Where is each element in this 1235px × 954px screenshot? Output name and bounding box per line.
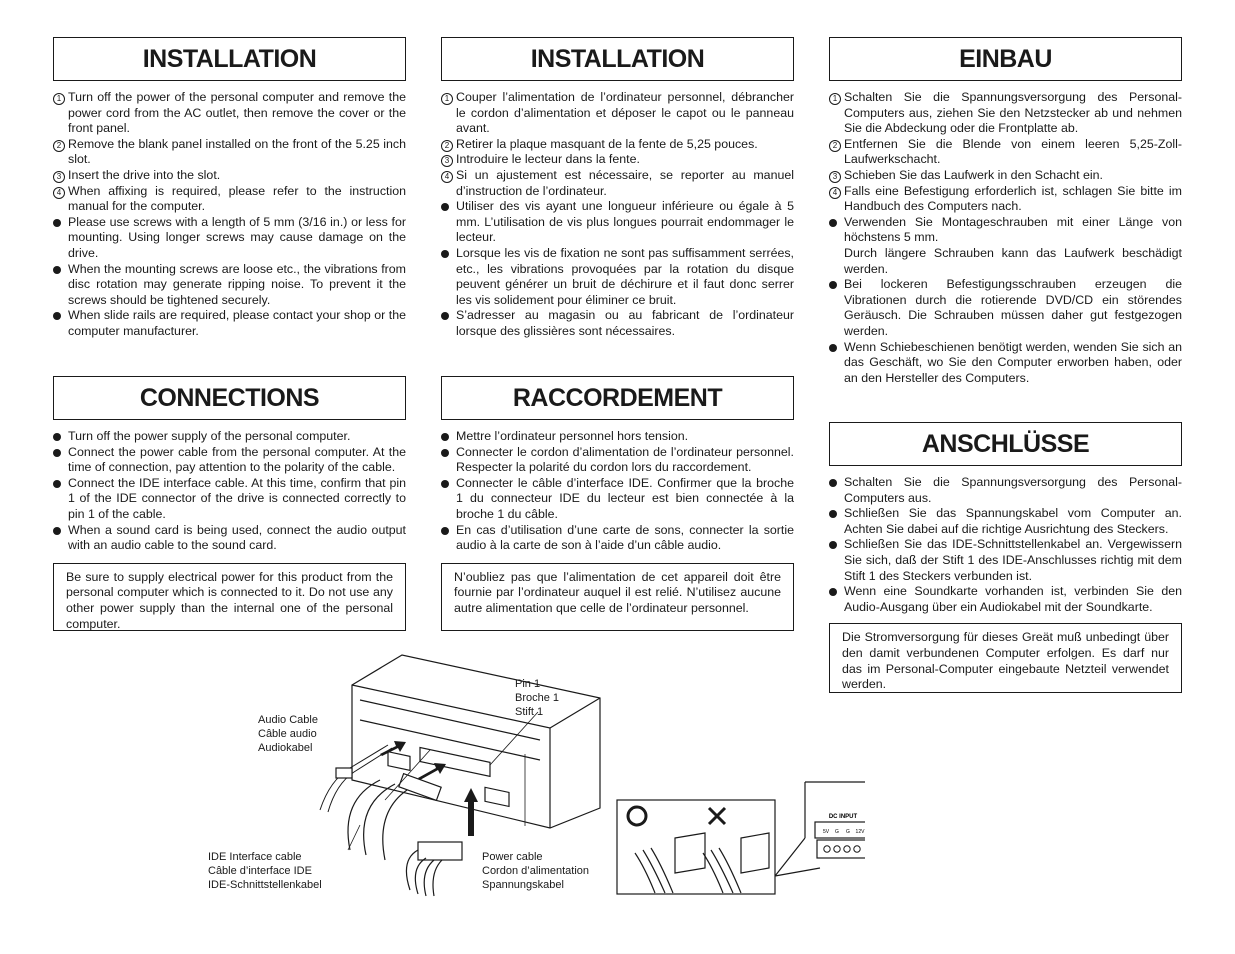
list-item (53, 476, 406, 523)
list-item-text: Introduire le lecteur dans la fente. (456, 152, 640, 167)
heading-installation-fr: INSTALLATION (441, 37, 794, 81)
bullet-dot-icon (53, 219, 61, 227)
bullet-icon (53, 215, 67, 232)
list-item (441, 168, 794, 199)
dc-pin-label-1: 5V (822, 829, 830, 835)
bullet-dot-icon (53, 449, 61, 457)
bullet-icon (441, 308, 455, 325)
step-number: 3 (53, 171, 65, 183)
list-item-text: Schließen Sie das IDE-Schnittstellenkabel an. Vergewissern Sie sich, daß der Stift 1 des IDE-Anschlusses richtig mit dem Stift 1 des Steckers verbunden ist. (844, 537, 1182, 583)
bullet-icon (441, 523, 455, 540)
list-item-text: Couper l’alimentation de l’ordinateur personnel, débrancher le cordon d’alimentation et déposer le capot ou le panneau avant. (456, 90, 794, 136)
list-item (441, 137, 794, 153)
list-item-text: Connecter le cordon d’alimentation de l’ordinateur personnel. Respecter la polarité du cordon lors du raccordement. (456, 444, 794, 475)
list-item (441, 308, 794, 339)
list-item-text: Connect the power cable from the personal computer. At the time of connection, pay attention to the polarity of the cable. (68, 444, 406, 475)
step-number: 4 (53, 187, 65, 199)
step-number-icon (829, 168, 843, 184)
list-item-text: Turn off the power supply of the personal computer. (68, 429, 351, 443)
install-list-fr (441, 90, 794, 340)
bullet-icon (53, 429, 67, 446)
column-french (441, 37, 794, 340)
step-number: 1 (441, 93, 453, 105)
step-number: 1 (53, 93, 65, 105)
bullet-dot-icon (829, 588, 837, 596)
list-item-text: Mettre l’ordinateur personnel hors tension. (456, 429, 689, 443)
step-number: 2 (829, 140, 841, 152)
bullet-dot-icon (53, 527, 61, 535)
list-item (829, 537, 1182, 584)
list-item-text: Wenn Schiebeschienen benötigt werden, wenden Sie sich an das Geschäft, wo Sie den Computer erworben haben, oder an den Hersteller des Computers. (844, 339, 1182, 385)
list-item-text: Schalten Sie die Spannungsversorgung des Personal-Computers aus. (844, 475, 1182, 505)
step-number-icon (829, 184, 843, 200)
list-item (53, 429, 406, 445)
list-item (441, 199, 794, 246)
list-item (829, 277, 1182, 339)
list-item-text: When the mounting screws are loose etc., the vibrations from disc rotation may generate ripping noise. To prevent it the screws should be tightened securely. (68, 261, 406, 307)
bullet-icon (441, 429, 455, 446)
list-item-text: Falls eine Befestigung erforderlich ist, schlagen Sie bitte im Handbuch des Computers nach. (844, 183, 1182, 214)
label-pin1: Pin 1 Broche 1 Stift 1 (515, 678, 560, 718)
list-item-text: When a sound card is being used, connect the audio output with an audio cable to the sound card. (68, 522, 406, 553)
column-german-connections (829, 422, 1182, 693)
list-item (441, 476, 794, 523)
label-power-cable: Power cable Cordon d’alimentation Spannungskabel (482, 851, 590, 891)
list-item-text: When slide rails are required, please contact your shop or the computer manufacturer. (68, 308, 406, 338)
connections-list-de (829, 475, 1182, 615)
bullet-icon (829, 277, 843, 294)
connections-list-en (53, 429, 406, 554)
list-item-text: Connecter le câble d’interface IDE. Confirmer que la broche 1 du connecteur IDE du lecteur est bien connectée à la broche 1 du câble. (456, 475, 794, 521)
list-item-text: Connect the IDE interface cable. At this time, confirm that pin 1 of the IDE connector of the drive is connected correctly to pin 1 of the cable. (68, 475, 406, 521)
bullet-dot-icon (53, 312, 61, 320)
dc-pin-label-3: G (846, 829, 850, 835)
bullet-dot-icon (829, 219, 837, 227)
bullet-dot-icon (829, 510, 837, 518)
install-list-en (53, 90, 406, 340)
list-item-text: Lorsque les vis de fixation ne sont pas suffisamment serrées, etc., les vibrations provoquées par la rotation du disque peuvent générer un bruit de déchirure et il faut donc serrer les vis solidement pour éliminer ce bruit. (456, 245, 794, 307)
bullet-icon (441, 476, 455, 493)
column-german (829, 37, 1182, 386)
list-item (441, 246, 794, 308)
list-item-text: Retirer la plaque masquant de la fente de 5,25 pouces. (456, 136, 758, 151)
list-item (829, 184, 1182, 215)
list-item (829, 340, 1182, 387)
step-number-icon (829, 90, 843, 106)
bullet-dot-icon (441, 527, 449, 535)
dc-pin-label-4: 12V (855, 829, 865, 835)
list-item (53, 90, 406, 137)
list-item (829, 215, 1182, 277)
step-number-icon (441, 137, 455, 153)
list-item (53, 168, 406, 184)
list-item (53, 215, 406, 262)
list-item (441, 90, 794, 137)
list-item (441, 445, 794, 476)
list-item-text: Utiliser des vis ayant une longueur inférieure ou égale à 5 mm. L’utilisation de vis plus longues pourrait endommager le lecteur. (456, 199, 794, 245)
bullet-dot-icon (829, 344, 837, 352)
bullet-dot-icon (441, 250, 449, 258)
column-english-connections (53, 376, 406, 631)
list-item (829, 506, 1182, 537)
bullet-icon (441, 199, 455, 216)
step-number: 4 (441, 171, 453, 183)
bullet-dot-icon (829, 281, 837, 289)
list-item (53, 184, 406, 215)
bullet-dot-icon (53, 480, 61, 488)
bullet-dot-icon (829, 541, 837, 549)
bullet-dot-icon (441, 480, 449, 488)
list-item (53, 137, 406, 168)
column-french-connections (441, 376, 794, 631)
install-list-de (829, 90, 1182, 386)
heading-installation-de: EINBAU (829, 37, 1182, 81)
step-number-icon (829, 137, 843, 153)
list-item (829, 584, 1182, 615)
list-item-text: Entfernen Sie die Blende von einem leeren 5,25-Zoll-Laufwerkschacht. (844, 136, 1182, 167)
bullet-dot-icon (441, 449, 449, 457)
list-item-text: Schließen Sie das Spannungskabel vom Computer an. Achten Sie dabei auf die richtige Ausrichtung des Steckers. (844, 506, 1182, 536)
list-item (829, 475, 1182, 506)
step-number-icon (53, 168, 67, 184)
step-number-icon (53, 90, 67, 106)
bullet-icon (441, 445, 455, 462)
bullet-dot-icon (441, 203, 449, 211)
step-number-icon (441, 152, 455, 168)
list-item-text: S’adresser au magasin ou au fabricant de l’ordinateur lorsque des glissières sont nécessaires. (456, 308, 794, 338)
connections-list-fr (441, 429, 794, 554)
bullet-icon (53, 262, 67, 279)
list-item (829, 168, 1182, 184)
bullet-icon (829, 537, 843, 554)
bullet-icon (53, 476, 67, 493)
column-english (53, 37, 406, 340)
step-number: 4 (829, 187, 841, 199)
bullet-dot-icon (53, 433, 61, 441)
bullet-dot-icon (441, 433, 449, 441)
list-item (53, 308, 406, 339)
list-item-text: Verwenden Sie Montageschrauben mit einer Länge von höchstens 5 mm. Durch längere Schrauben kann das Laufwerk beschädigt werden. (844, 214, 1182, 276)
heading-installation-en: INSTALLATION (53, 37, 406, 81)
connector-orientation-inset (615, 778, 865, 898)
dc-pin-label-2: G (835, 829, 839, 835)
step-number: 2 (53, 140, 65, 152)
bullet-icon (829, 584, 843, 601)
heading-connections-en: CONNECTIONS (53, 376, 406, 420)
list-item-text: Wenn eine Soundkarte vorhanden ist, verbinden Sie den Audio-Ausgang über ein Audiokabel mit der Soundkarte. (844, 584, 1182, 614)
bullet-icon (441, 246, 455, 263)
step-number-icon (53, 137, 67, 153)
list-item-text: En cas d’utilisation d’une carte de sons, connecter la sortie audio à la carte de son à l’aide d’un câble audio. (456, 522, 794, 553)
note-box-fr: N’oubliez pas que l’alimentation de cet appareil doit être fournie par l’ordinateur auquel il est relié. N’utilisez aucune autre alimentation que celle de l’ordinateur personnel. (441, 563, 794, 631)
list-item (441, 152, 794, 168)
bullet-icon (829, 215, 843, 232)
list-item-text: Bei lockeren Befestigungsschrauben erzeugen die Vibrationen durch die rotierende DVD/CD ein störendes Geräusch. Die Schrauben müssen daher gut festgezogen werden. (844, 277, 1182, 338)
list-item (53, 523, 406, 554)
list-item (53, 445, 406, 476)
bullet-dot-icon (829, 479, 837, 487)
step-number-icon (53, 184, 67, 200)
bullet-icon (53, 308, 67, 325)
bullet-icon (53, 523, 67, 540)
bullet-icon (829, 506, 843, 523)
bullet-icon (829, 475, 843, 492)
step-number: 3 (441, 155, 453, 167)
list-item (829, 90, 1182, 137)
list-item-text: Turn off the power of the personal computer and remove the power cord from the AC outlet, then remove the cover or the front panel. (68, 90, 406, 136)
list-item (441, 523, 794, 554)
step-number: 1 (829, 93, 841, 105)
list-item-text: Schieben Sie das Laufwerk in den Schacht ein. (844, 167, 1103, 182)
list-item-text: Insert the drive into the slot. (68, 167, 221, 182)
step-number-icon (441, 90, 455, 106)
heading-connections-fr: RACCORDEMENT (441, 376, 794, 420)
list-item-text: Please use screws with a length of 5 mm (3/16 in.) or less for mounting. Using longer screws may cause damage on the drive. (68, 214, 406, 260)
bullet-icon (829, 340, 843, 357)
step-number-icon (441, 168, 455, 184)
list-item (53, 262, 406, 309)
list-item (441, 429, 794, 445)
note-box-de: Die Stromversorgung für dieses Greät muß unbedingt über den damit verbundenen Computer erfolgen. Es darf nur das im Personal-Computer eingebaute Netzteil verwendet werden. (829, 623, 1182, 693)
list-item-text: Schalten Sie die Spannungsversorgung des Personal-Computers aus, ziehen Sie den Netzstecker ab und nehmen Sie die Abdeckung oder die Frontplatte ab. (844, 90, 1182, 136)
bullet-dot-icon (53, 266, 61, 274)
note-box-en: Be sure to supply electrical power for this product from the personal computer which is connected to it. Do not use any other power supply than the internal one of the personal computer. (53, 563, 406, 631)
label-ide-cable: IDE Interface cable Câble d’interface IDE IDE-Schnittstellenkabel (208, 851, 322, 891)
list-item-text: Remove the blank panel installed on the front of the 5.25 inch slot. (68, 136, 406, 167)
heading-connections-de: ANSCHLÜSSE (829, 422, 1182, 466)
label-audio-cable: Audio Cable Câble audio Audiokabel (258, 714, 318, 754)
dc-input-label: DC INPUT (828, 814, 858, 820)
step-number: 3 (829, 171, 841, 183)
list-item (829, 137, 1182, 168)
step-number: 2 (441, 140, 453, 152)
bullet-dot-icon (441, 312, 449, 320)
bullet-icon (53, 445, 67, 462)
list-item-text: When affixing is required, please refer to the instruction manual for the computer. (68, 183, 406, 214)
list-item-text: Si un ajustement est nécessaire, se reporter au manuel d’instruction de l’ordinateur. (456, 167, 794, 198)
